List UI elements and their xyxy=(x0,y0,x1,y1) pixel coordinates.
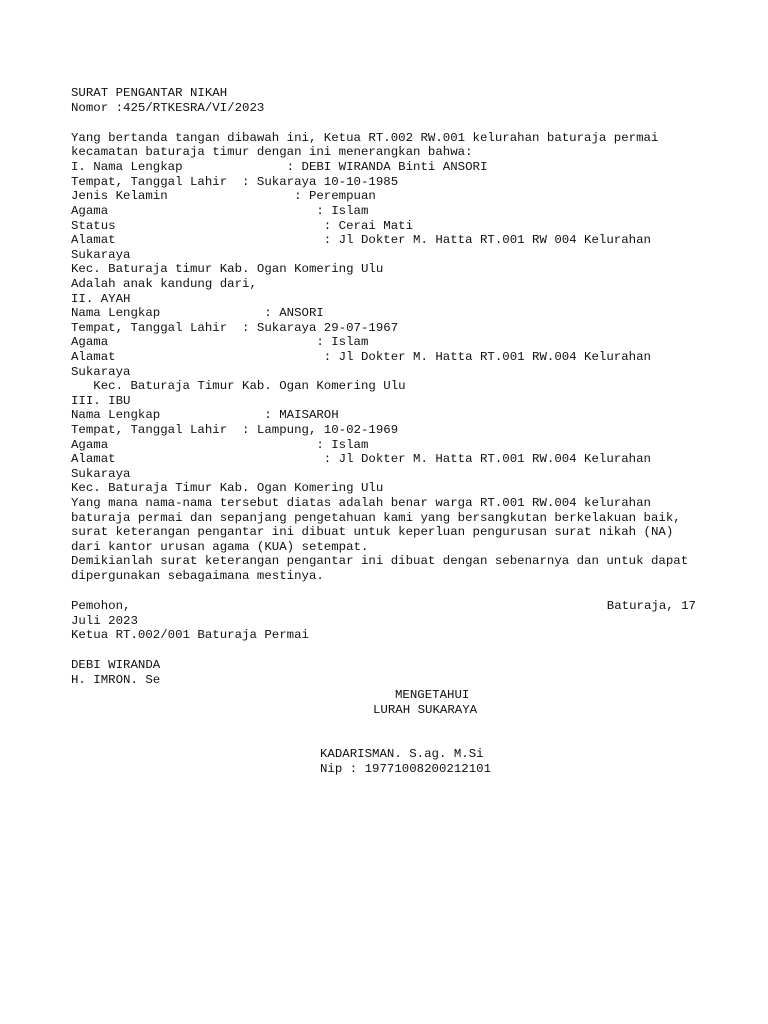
closing-paragraph-line: dipergunakan sebagaimana mestinya. xyxy=(71,569,324,583)
lurah-name: KADARISMAN. S.ag. M.Si xyxy=(320,747,484,761)
letter-title: SURAT PENGANTAR NIKAH xyxy=(71,86,228,100)
letter-number: Nomor :425/RTKESRA/VI/2023 xyxy=(71,101,265,115)
mother-heading: III. IBU xyxy=(71,394,131,408)
applicant-name: DEBI WIRANDA xyxy=(71,658,161,672)
person-address: Sukaraya xyxy=(71,248,131,262)
person-name: I. Nama Lengkap : DEBI WIRANDA Binti ANSORI xyxy=(71,160,488,174)
lurah-nip: Nip : 19771008200212101 xyxy=(320,762,492,776)
person-address: Kec. Baturaja timur Kab. Ogan Komering Ulu xyxy=(71,262,384,276)
place-date-continued: Juli 2023 xyxy=(71,614,138,628)
rt-head-name: H. IMRON. Se xyxy=(71,673,161,687)
mother-birth: Tempat, Tanggal Lahir : Lampung, 10-02-1969 xyxy=(71,423,399,437)
person-birth: Tempat, Tanggal Lahir : Sukaraya 10-10-1985 xyxy=(71,175,399,189)
father-name: Nama Lengkap : ANSORI xyxy=(71,306,324,320)
acknowledgement-heading: MENGETAHUI xyxy=(395,688,470,702)
closing-paragraph-line: Demikianlah surat keterangan pengantar ini dibuat dengan sebenarnya dan untuk dapat xyxy=(71,554,689,568)
closing-paragraph-line: Yang mana nama-nama tersebut diatas adalah benar warga RT.001 RW.004 kelurahan xyxy=(71,496,651,510)
mother-religion: Agama : Islam xyxy=(71,438,369,452)
father-heading: II. AYAH xyxy=(71,292,131,306)
person-status: Status : Cerai Mati xyxy=(71,219,414,233)
child-of-line: Adalah anak kandung dari, xyxy=(71,277,257,291)
closing-paragraph-line: baturaja permai dan sepanjang pengetahuan kami yang bersangkutan berkelakuan baik, xyxy=(71,511,681,525)
mother-address: Kec. Baturaja Timur Kab. Ogan Komering Ulu xyxy=(71,481,384,495)
acknowledgement-office: LURAH SUKARAYA xyxy=(373,703,478,717)
father-address: Sukaraya xyxy=(71,365,131,379)
person-gender: Jenis Kelamin : Perempuan xyxy=(71,189,376,203)
father-birth: Tempat, Tanggal Lahir : Sukaraya 29-07-1967 xyxy=(71,321,399,335)
intro-line: kecamatan baturaja timur dengan ini menerangkan bahwa: xyxy=(71,145,473,159)
mother-address: Sukaraya xyxy=(71,467,131,481)
place-date: Baturaja, 17 xyxy=(606,599,696,613)
closing-paragraph-line: surat keterangan pengantar ini dibuat untuk keperluan pengurusan surat nikah (NA) xyxy=(71,525,674,539)
closing-paragraph-line: dari kantor urusan agama (KUA) setempat. xyxy=(71,540,369,554)
mother-address: Alamat : Jl Dokter M. Hatta RT.001 RW.004 Kelurahan xyxy=(71,452,651,466)
father-address: Alamat : Jl Dokter M. Hatta RT.001 RW.004 Kelurahan xyxy=(71,350,651,364)
father-address: Kec. Baturaja Timur Kab. Ogan Komering Ulu xyxy=(71,379,406,393)
father-religion: Agama : Islam xyxy=(71,335,369,349)
rt-title: Ketua RT.002/001 Baturaja Permai xyxy=(71,628,309,642)
intro-line: Yang bertanda tangan dibawah ini, Ketua RT.002 RW.001 kelurahan baturaja permai xyxy=(71,131,659,145)
applicant-label: Pemohon, xyxy=(71,599,131,613)
mother-name: Nama Lengkap : MAISAROH xyxy=(71,408,339,422)
person-religion: Agama : Islam xyxy=(71,204,369,218)
person-address: Alamat : Jl Dokter M. Hatta RT.001 RW 004 Kelurahan xyxy=(71,233,651,247)
